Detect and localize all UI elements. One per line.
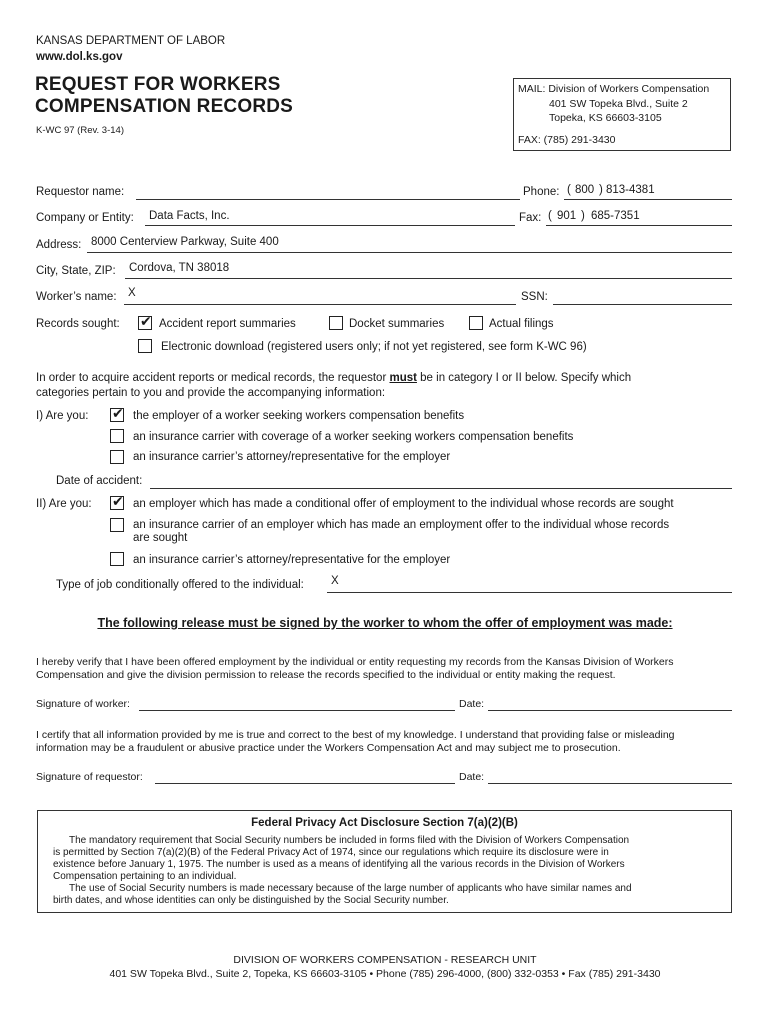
mail-box [513, 78, 731, 151]
requestor-date-label: Date: [459, 771, 485, 783]
job-type-field[interactable] [327, 592, 732, 593]
records-opt-docket: Docket summaries [349, 318, 445, 330]
intro-line2: categories pertain to you and provide the accompanying information: [36, 387, 386, 399]
company-field[interactable] [145, 225, 515, 226]
checkbox-accident-reports[interactable] [138, 316, 152, 330]
certify-line2: information may be a fraudulent or abusive practice under the Workers Compensation Act and may subject me to prosecution. [36, 742, 621, 754]
release-heading: The following release must be signed by the worker to whom the offer of employment was made: [97, 616, 673, 630]
worker-label: Worker’s name: [36, 291, 117, 303]
fax-field[interactable] [546, 225, 732, 226]
worker-date-field[interactable] [488, 710, 732, 711]
privacy-p1-line3: existence before January 1, 1975. The number is used as a means of identifying all the various records in the Division of Workers [53, 859, 625, 870]
fax-label: Fax: [519, 212, 542, 224]
cat1-opt3: an insurance carrier’s attorney/representative for the employer [133, 451, 451, 463]
privacy-p1-line1: The mandatory requirement that Social Security numbers be included in forms filed with the Division of Workers Compensation [69, 835, 630, 846]
footer-line2: 401 SW Topeka Blvd., Suite 2, Topeka, KS 66603-3105 • Phone (785) 296-4000, (800) 332-0353 • Fax (785) 291-3430 [109, 968, 661, 980]
fax-line: FAX: (785) 291-3430 [518, 134, 616, 146]
ssn-label: SSN: [521, 291, 548, 303]
form-number: K-WC 97 (Rev. 3-14) [36, 125, 124, 136]
signature-worker-field[interactable] [139, 710, 455, 711]
company-label: Company or Entity: [36, 212, 134, 224]
mail-line3: Topeka, KS 66603-3105 [549, 112, 662, 124]
certify-line1: I certify that all information provided by me is true and correct to the best of my knowledge. I understand that providing false or misleading [36, 729, 675, 741]
phone-paren-open: ( [567, 184, 571, 196]
requestor-label: Requestor name: [36, 186, 125, 198]
phone-field[interactable] [564, 199, 732, 200]
phone-paren-close: ) [599, 184, 603, 196]
checkbox-electronic-download[interactable] [138, 339, 152, 353]
address-label: Address: [36, 239, 82, 251]
city-field[interactable] [125, 278, 732, 279]
address-field[interactable] [87, 252, 732, 253]
form-title-line2: COMPENSATION RECORDS [35, 96, 294, 117]
cat1-opt2: an insurance carrier with coverage of a worker seeking workers compensation benefits [133, 431, 574, 443]
checkbox-cat1-carrier[interactable] [110, 429, 124, 443]
form-title-line1: REQUEST FOR WORKERS [35, 74, 281, 95]
checkbox-cat2-employer[interactable] [110, 496, 124, 510]
records-opt-accident: Accident report summaries [159, 318, 296, 330]
cat2-opt2-line1: an insurance carrier of an employer which has made an employment offer to the individual whose records [133, 519, 670, 531]
privacy-title: Federal Privacy Act Disclosure Section 7(a)(2)(B) [251, 817, 518, 829]
footer-line1: DIVISION OF WORKERS COMPENSATION - RESEARCH UNIT [233, 954, 537, 966]
must-emphasis: must [389, 372, 417, 384]
agency-website: www.dol.ks.gov [36, 51, 123, 63]
checkbox-cat2-attorney[interactable] [110, 552, 124, 566]
date-of-accident-label: Date of accident: [56, 475, 143, 487]
checkmark-icon: ✔ [112, 406, 124, 422]
phone-area-code: 800 [575, 184, 595, 196]
phone-number: 813-4381 [606, 184, 655, 196]
worker-value: X [128, 287, 136, 299]
privacy-p1-line2: is permitted by Section 7(a)(2)(B) of the Federal Privacy Act of 1974, since our regulations which require its disclosure were in [53, 847, 609, 858]
checkbox-actual-filings[interactable] [469, 316, 483, 330]
checkbox-cat1-employer[interactable] [110, 408, 124, 422]
fax-number: 685-7351 [591, 210, 640, 222]
phone-label: Phone: [523, 186, 560, 198]
privacy-disclosure-box [37, 810, 732, 913]
cat2-opt2-line2: are sought [133, 532, 188, 544]
mail-line1: MAIL: Division of Workers Compensation [518, 83, 710, 95]
job-type-label: Type of job conditionally offered to the individual: [56, 579, 304, 591]
cat1-label: I) Are you: [36, 410, 89, 422]
worker-date-label: Date: [459, 698, 485, 710]
signature-requestor-label: Signature of requestor: [36, 771, 143, 783]
signature-worker-label: Signature of worker: [36, 698, 130, 710]
checkmark-icon: ✔ [140, 314, 152, 330]
privacy-p2-line1: The use of Social Security numbers is made necessary because of the large number of applicants who have similar names and [69, 883, 632, 894]
cat1-opt1: the employer of a worker seeking workers compensation benefits [133, 410, 465, 422]
requestor-date-field[interactable] [488, 783, 732, 784]
cat2-label: II) Are you: [36, 498, 92, 510]
address-value: 8000 Centerview Parkway, Suite 400 [91, 236, 279, 248]
intro-line1: In order to acquire accident reports or medical records, the requestor must be in category I or II below. Specify which [36, 372, 632, 384]
company-value: Data Facts, Inc. [149, 210, 230, 222]
checkmark-icon: ✔ [112, 494, 124, 510]
checkbox-docket-summaries[interactable] [329, 316, 343, 330]
records-opt-electronic: Electronic download (registered users only; if not yet registered, see form K-WC 96) [161, 341, 587, 353]
fax-paren-close: ) [581, 210, 585, 222]
city-value: Cordova, TN 38018 [129, 262, 230, 274]
fax-paren-open: ( [548, 210, 552, 222]
records-label: Records sought: [36, 318, 120, 330]
city-label: City, State, ZIP: [36, 265, 116, 277]
checkbox-cat2-carrier[interactable] [110, 518, 124, 532]
agency-name: KANSAS DEPARTMENT OF LABOR [36, 35, 226, 47]
requestor-field[interactable] [136, 199, 520, 200]
privacy-p2-line2: birth dates, and whose identities can only be distinguished by the Social Security number. [53, 895, 449, 906]
release-text-line1: I hereby verify that I have been offered employment by the individual or entity requesting my records from the Kansas Division of Workers [36, 656, 674, 668]
signature-requestor-field[interactable] [155, 783, 455, 784]
job-type-value: X [331, 575, 339, 587]
fax-area-code: 901 [557, 210, 577, 222]
records-opt-filings: Actual filings [489, 318, 554, 330]
release-text-line2: Compensation and give the division permission to release the records specified to the individual or entity making the request. [36, 669, 616, 681]
mail-line2: 401 SW Topeka Blvd., Suite 2 [549, 98, 688, 110]
checkbox-cat1-attorney[interactable] [110, 450, 124, 464]
cat2-opt3: an insurance carrier’s attorney/representative for the employer [133, 554, 451, 566]
worker-field[interactable] [124, 304, 516, 305]
privacy-p1-line4: Compensation pertaining to an individual. [53, 871, 237, 882]
cat2-opt1: an employer which has made a conditional offer of employment to the individual whose records are sought [133, 498, 674, 510]
ssn-field[interactable] [553, 304, 732, 305]
date-of-accident-field[interactable] [150, 488, 732, 489]
